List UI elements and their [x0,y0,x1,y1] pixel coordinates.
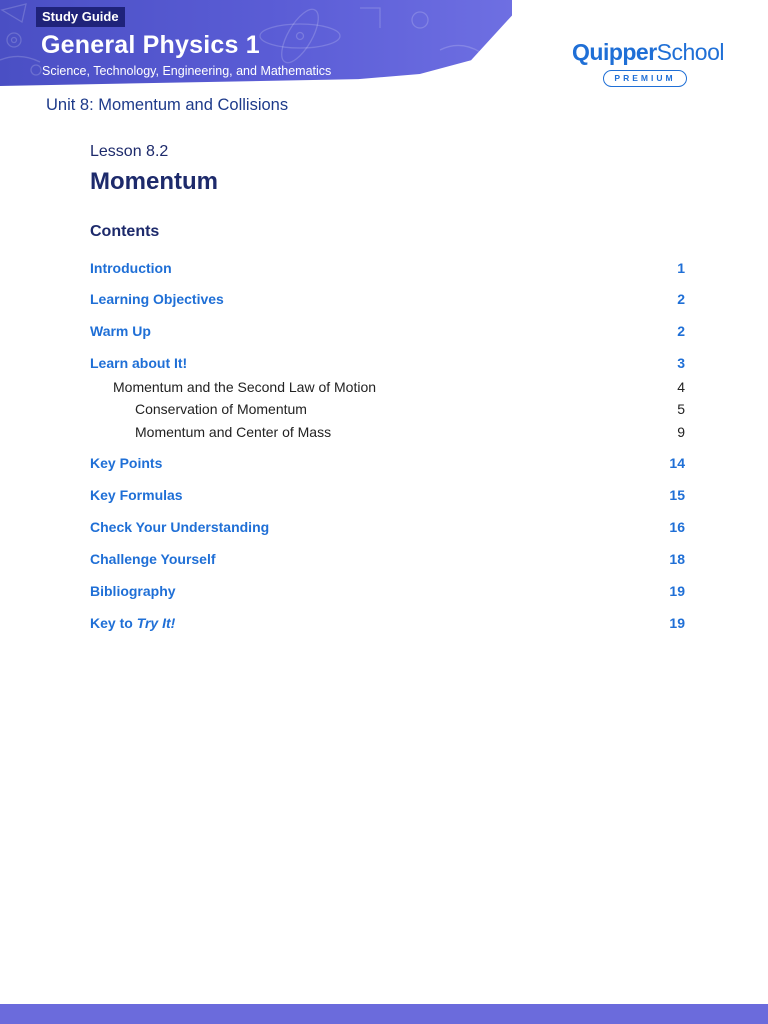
toc-entry-page: 4 [677,379,685,395]
toc-entry-key-to-try-it[interactable] [90,613,685,633]
toc-entry-introduction[interactable] [90,258,685,278]
toc-entry-page: 15 [669,487,685,503]
toc-entry-label-emphasis: Try It! [136,615,176,631]
toc-entry-page: 19 [669,583,685,599]
toc-entry-check-your-understanding[interactable] [90,517,685,537]
toc-entry-key-formulas[interactable] [90,485,685,505]
toc-entry-label: Learn about It! [90,355,188,371]
toc-entry-label: Conservation of Momentum [135,401,307,417]
toc-entry-label-text: Key to [90,615,137,631]
contents-heading: Contents [90,223,160,240]
course-title: General Physics 1 [41,31,260,59]
logo-word-quipper: Quipper [572,39,657,65]
toc-entry-momentum-second-law[interactable] [90,377,685,397]
lesson-title: Momentum [90,168,218,195]
toc-entry-label: Key Points [90,455,163,471]
toc-entry-learning-objectives[interactable] [90,289,685,309]
toc-entry-page: 16 [669,519,685,535]
toc-entry-page: 2 [677,323,685,339]
toc-entry-label: Key Formulas [90,487,183,503]
toc-entry-page: 2 [677,291,685,307]
toc-entry-conservation-of-momentum[interactable] [90,399,685,419]
toc-entry-label: Momentum and the Second Law of Motion [113,379,377,395]
toc-entry-label: Momentum and Center of Mass [135,424,332,440]
toc-entry-label [90,613,175,633]
toc-entry-page: 3 [677,355,685,371]
study-guide-badge: Study Guide [36,7,125,27]
lesson-number: Lesson 8.2 [90,143,169,160]
logo-premium-pill: PREMIUM [603,70,687,87]
toc-entry-page: 18 [669,551,685,567]
toc-entry-page: 1 [677,260,685,276]
unit-title: Unit 8: Momentum and Collisions [46,96,289,114]
logo-word-school: School [656,39,724,65]
toc-entry-label: Learning Objectives [90,291,224,307]
toc-entry-learn-about-it[interactable] [90,353,685,373]
course-subtitle: Science, Technology, Engineering, and Mathematics [42,64,332,78]
toc-entry-page: 14 [669,455,685,471]
footer-bar [0,1004,768,1024]
toc-entry-label: Bibliography [90,583,176,599]
table-of-contents [90,0,685,1000]
toc-entry-page: 19 [669,615,685,631]
toc-entry-page: 5 [677,401,685,417]
toc-entry-momentum-center-of-mass[interactable] [90,422,685,442]
toc-entry-warm-up[interactable] [90,321,685,341]
toc-entry-label: Warm Up [90,323,151,339]
toc-entry-label: Challenge Yourself [90,551,216,567]
toc-entry-label: Introduction [90,260,172,276]
toc-entry-key-points[interactable] [90,453,685,473]
toc-entry-page: 9 [677,424,685,440]
toc-entry-challenge-yourself[interactable] [90,549,685,569]
toc-entry-bibliography[interactable] [90,581,685,601]
toc-entry-label: Check Your Understanding [90,519,270,535]
